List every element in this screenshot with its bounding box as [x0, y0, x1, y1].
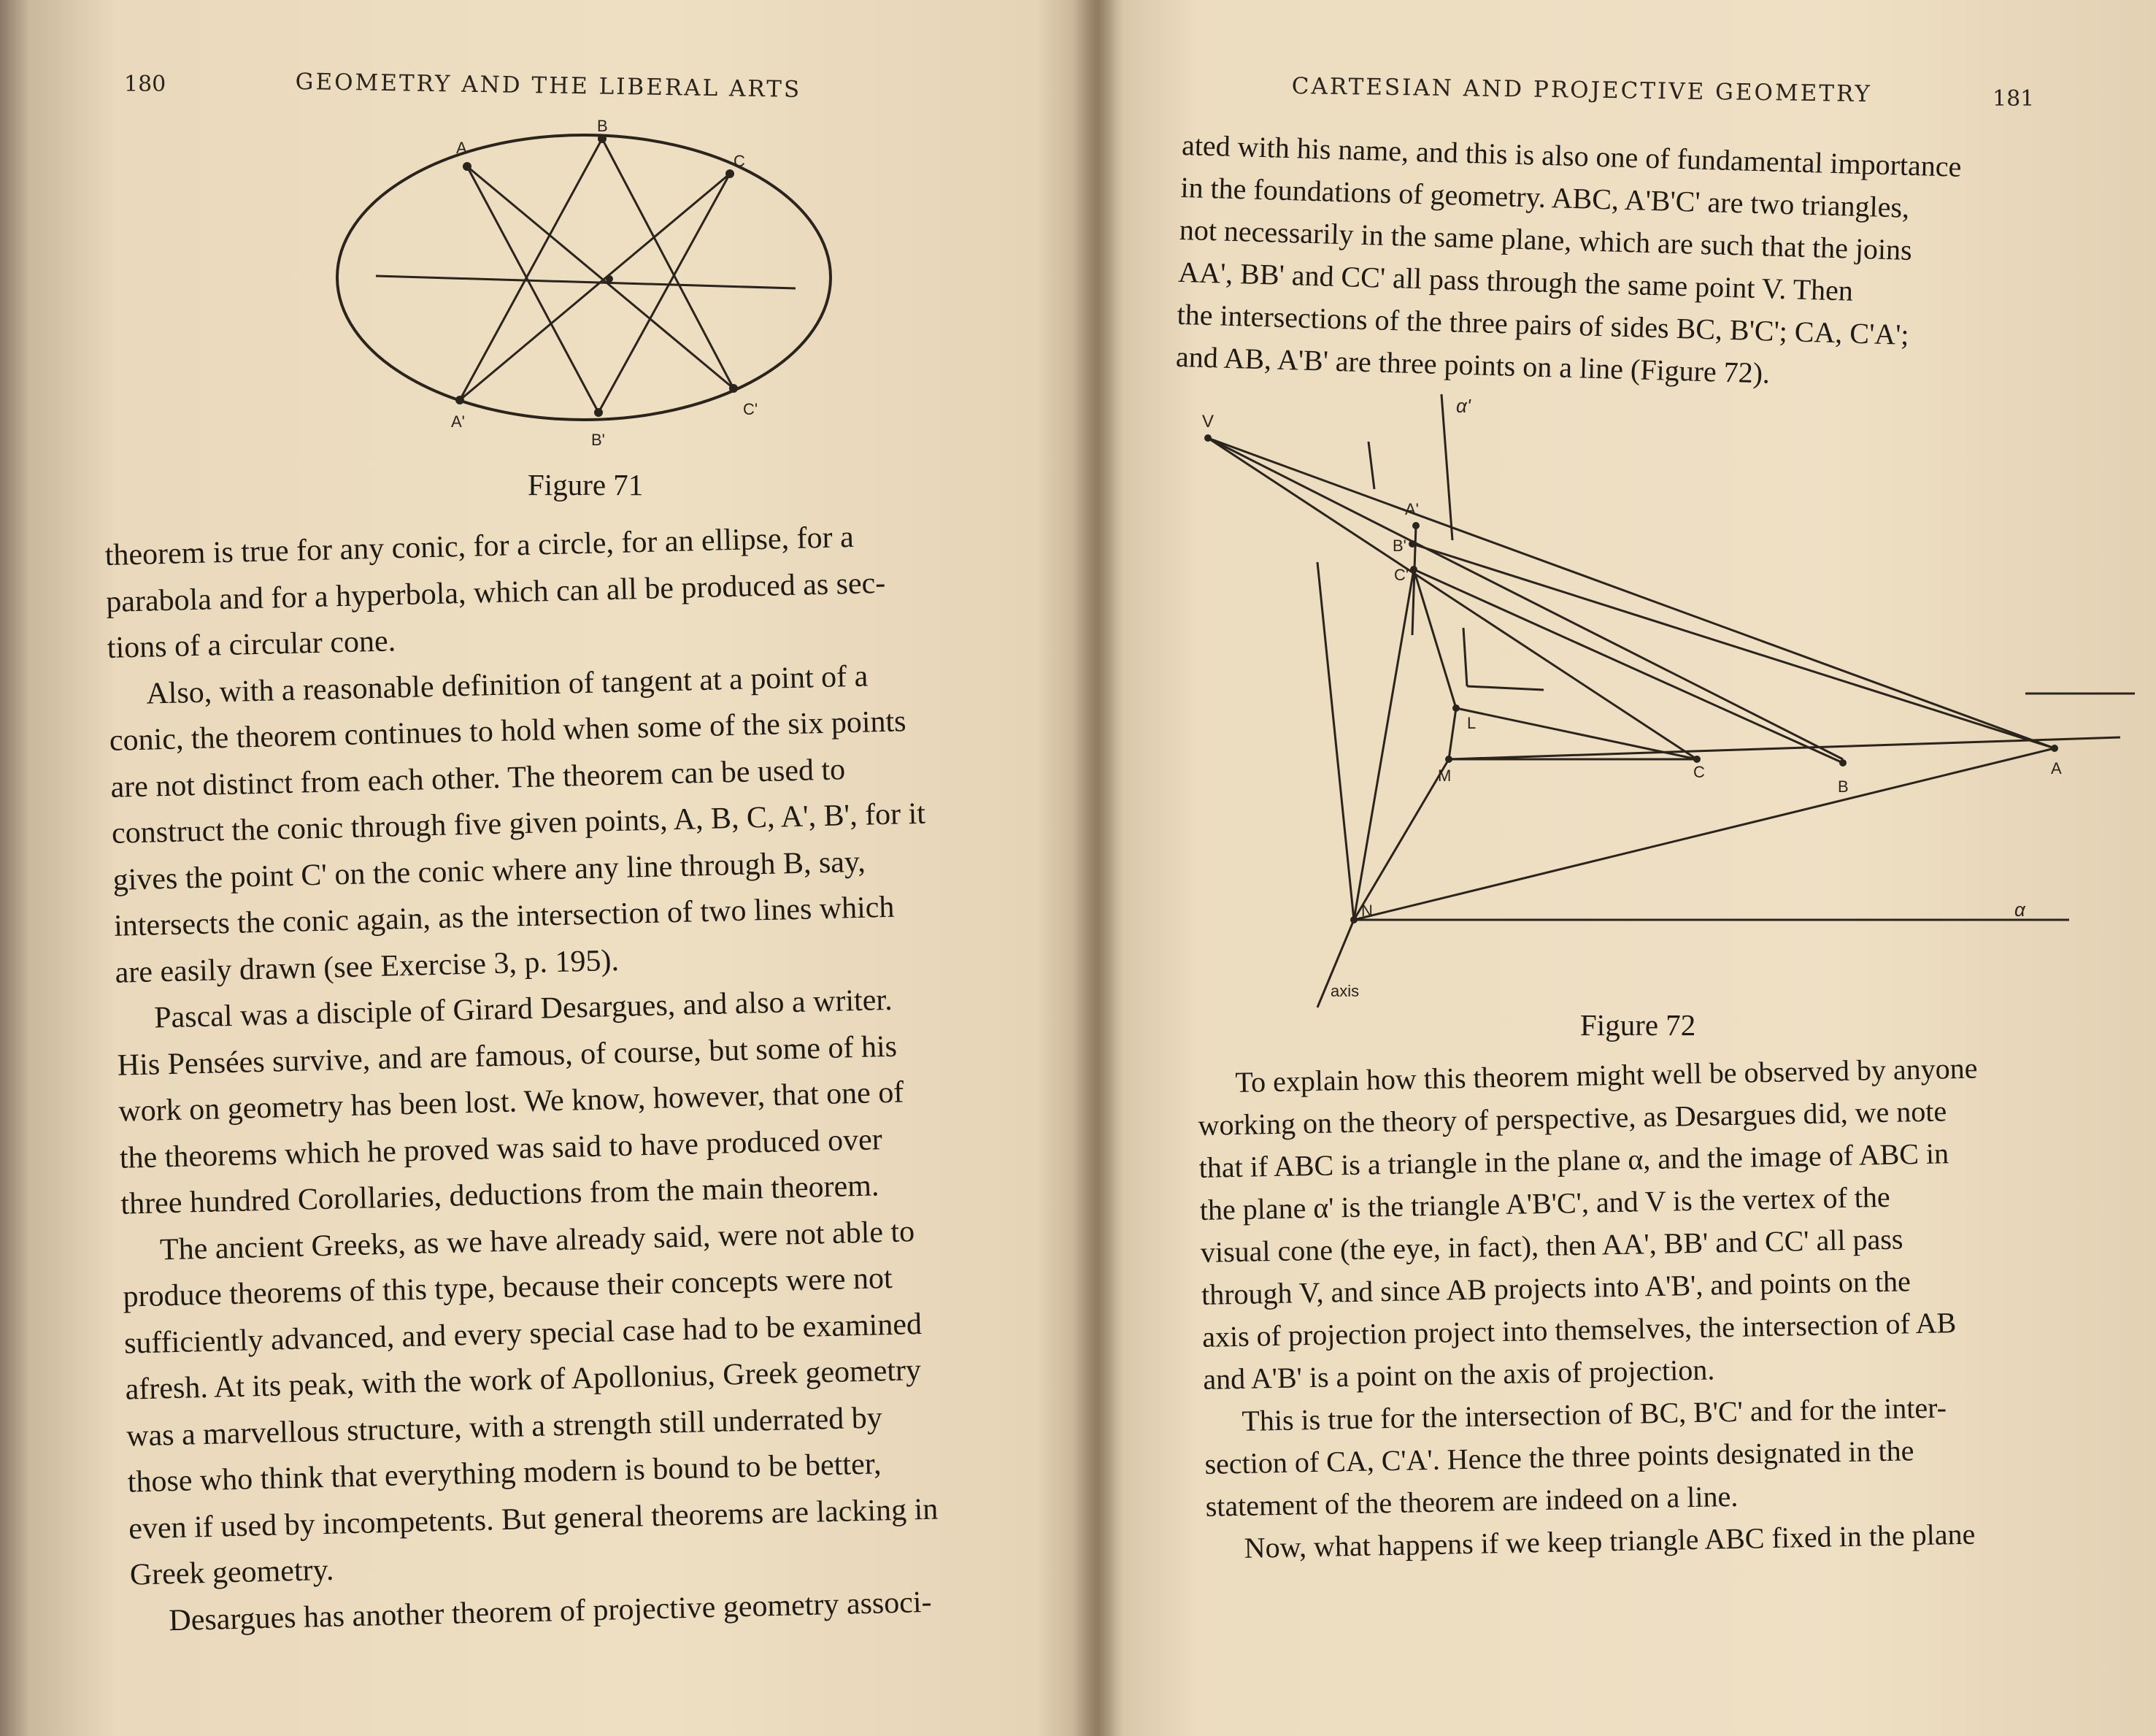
- text-line: not necessarily in the same plane, which are such that the joins: [1179, 212, 1913, 266]
- figure-72: [1186, 380, 2135, 1018]
- label-C-prime: C': [1394, 566, 1409, 584]
- label-A: A: [2051, 759, 2062, 777]
- text-line: To explain how this theorem might well be observed by anyone: [1235, 1051, 1978, 1099]
- text-line: produce theorems of this type, because their concepts were not: [123, 1261, 893, 1314]
- label-B: B: [597, 117, 608, 135]
- text-line: construct the conic through five given points, A, B, C, A', B', for it: [111, 796, 926, 850]
- text-line: statement of the theorem are indeed on a line.: [1205, 1479, 1739, 1523]
- figure-71-caption: Figure 71: [528, 468, 644, 502]
- text-line: work on geometry has been lost. We know, however, that one of: [118, 1075, 904, 1129]
- text-line: This is true for the intersection of BC, B'C' and for the inter-: [1241, 1391, 1947, 1437]
- text-line: sufficiently advanced, and every special case had to be examined: [123, 1307, 923, 1361]
- text-line: was a marvellous structure, with a strength still underrated by: [126, 1400, 883, 1453]
- line-V-B: [1208, 438, 1843, 759]
- label-alpha: α: [2014, 899, 2025, 921]
- text-line: tions of a circular cone.: [107, 624, 396, 665]
- text-line: parabola and for a hyperbola, which can all be produced as sec-: [105, 566, 886, 619]
- text-line: the plane α' is the triangle A'B'C', and V is the vertex of the: [1199, 1180, 1891, 1226]
- label-A-prime: A': [451, 412, 465, 431]
- text-line: Desargues has another theorem of projective geometry associ-: [168, 1585, 933, 1637]
- text-line: Pascal was a disciple of Girard Desargues, and also a writer.: [153, 983, 893, 1035]
- right-page: [1098, 0, 2156, 1736]
- text-line: through V, and since AB projects into A'B', and points on the: [1201, 1264, 1911, 1311]
- figure-72-diagram: [1186, 380, 2135, 1015]
- plane-alpha-edge-left: [1317, 562, 1354, 920]
- text-line: Now, what happens if we keep triangle ABC fixed in the plane: [1244, 1517, 1976, 1564]
- text-line: working on the theory of perspective, as Desargues did, we note: [1198, 1094, 1947, 1142]
- text-line: ated with his name, and this is also one of fundamental importance: [1181, 128, 1963, 183]
- label-L: L: [1467, 714, 1477, 732]
- label-C: C: [734, 152, 745, 170]
- text-line: Also, with a reasonable definition of tangent at a point of a: [145, 659, 869, 711]
- right-paragraph-1: [1197, 1044, 2145, 1401]
- label-V: V: [1202, 412, 1214, 431]
- perspective-lines: [1208, 394, 2135, 1007]
- left-body-text: [104, 510, 1073, 1645]
- line-small-horizontal: [1467, 686, 1544, 690]
- plane-alpha-prime-edge-1: [1368, 442, 1374, 489]
- text-line: are easily drawn (see Exercise 3, p. 195).: [115, 943, 620, 990]
- left-paragraph-1: [104, 510, 1049, 672]
- right-body-text: [1197, 1044, 2148, 1570]
- label-N: N: [1361, 902, 1373, 920]
- line-small-vertical: [1463, 628, 1467, 686]
- page-number: 180: [124, 72, 166, 97]
- text-line: AA', BB' and CC' all pass through the same point V. Then: [1177, 255, 1854, 307]
- text-line: theorem is true for any conic, for a circle, for an ellipse, for a: [104, 520, 855, 572]
- text-line: in the foundations of geometry. ABC, A'B'C' are two triangles,: [1179, 170, 1910, 224]
- line-L-C: [1456, 708, 1697, 759]
- label-A-prime: A': [1405, 500, 1419, 518]
- text-line: afresh. At its peak, with the work of Apollonius, Greek geometry: [125, 1353, 922, 1407]
- text-line: His Pensées survive, and are famous, of course, but some of his: [117, 1029, 898, 1083]
- line-Cp-B: [1414, 569, 1843, 763]
- text-line: conic, the theorem continues to hold when some of the six points: [109, 704, 906, 758]
- line-A-Bp: [467, 166, 598, 412]
- text-line: the theorems which he proved was said to have produced over: [119, 1122, 883, 1175]
- label-A: A: [456, 139, 467, 157]
- line-L-Cp: [1414, 569, 1456, 708]
- label-B-prime: B': [1393, 537, 1406, 555]
- label-alpha-prime: α': [1456, 395, 1471, 417]
- right-top-text: [1175, 124, 2123, 404]
- label-C-prime: C': [743, 400, 758, 418]
- text-line: those who think that everything modern is bound to be better,: [127, 1447, 882, 1499]
- running-head: GEOMETRY AND THE LIBERAL ARTS: [295, 69, 802, 103]
- text-line: are not distinct from each other. The theorem can be used to: [109, 752, 846, 804]
- label-M: M: [1438, 767, 1452, 785]
- text-line: The ancient Greeks, as we have already said, were not able to: [159, 1214, 915, 1267]
- text-line: Greek geometry.: [129, 1553, 334, 1592]
- figure-72-caption: Figure 72: [1580, 1008, 1696, 1042]
- page-number: 181: [1993, 86, 2035, 112]
- text-line: and A'B' is a point on the axis of projection.: [1202, 1353, 1715, 1396]
- line-Bp-A: [1412, 544, 2055, 748]
- text-line: section of CA, C'A'. Hence the three points designated in the: [1204, 1434, 1914, 1480]
- text-line: visual cone (the eye, in fact), then AA', BB' and CC' all pass: [1200, 1222, 1903, 1269]
- line-V-A: [1208, 438, 2055, 748]
- text-line: that if ABC is a triangle in the plane α, and the image of ABC in: [1198, 1137, 1949, 1184]
- text-line: three hundred Corollaries, deductions from the main theorem.: [120, 1169, 879, 1221]
- figure-71: [321, 117, 847, 464]
- text-line: intersects the conic again, as the intersection of two lines which: [113, 890, 895, 943]
- line-L-M: [1449, 708, 1456, 759]
- running-head: CARTESIAN AND PROJECTIVE GEOMETRY: [1291, 73, 1873, 108]
- label-B: B: [1838, 777, 1849, 796]
- pascal-line: [376, 276, 796, 288]
- text-line: axis of projection project into themselves, the intersection of AB: [1201, 1306, 1957, 1353]
- text-line: the intersections of the three pairs of sides BC, B'C'; CA, C'A';: [1177, 297, 1910, 351]
- plane-alpha-prime-edge-2: [1441, 394, 1452, 540]
- text-line: and AB, A'B' are three points on a line (Figure 72).: [1175, 339, 1771, 390]
- figure-71-diagram: [321, 117, 847, 460]
- right-paragraph-2: [1204, 1383, 2147, 1528]
- text-line: gives the point C' on the conic where any line through B, say,: [112, 845, 866, 897]
- label-axis: axis: [1331, 982, 1360, 1000]
- hexagon-lines: [460, 139, 734, 412]
- line-V-C: [1208, 438, 1697, 759]
- text-line: even if used by incompetents. But general theorems are lacking in: [128, 1492, 939, 1546]
- left-paragraph-3: [116, 973, 1063, 1228]
- line-A-Cp: [467, 166, 734, 388]
- left-paragraph-4: [121, 1205, 1071, 1599]
- points: [1204, 434, 2058, 923]
- label-C: C: [1693, 763, 1705, 781]
- line-C-Ap: [460, 174, 730, 400]
- left-paragraph-2: [108, 649, 1057, 996]
- label-B-prime: B': [591, 431, 605, 449]
